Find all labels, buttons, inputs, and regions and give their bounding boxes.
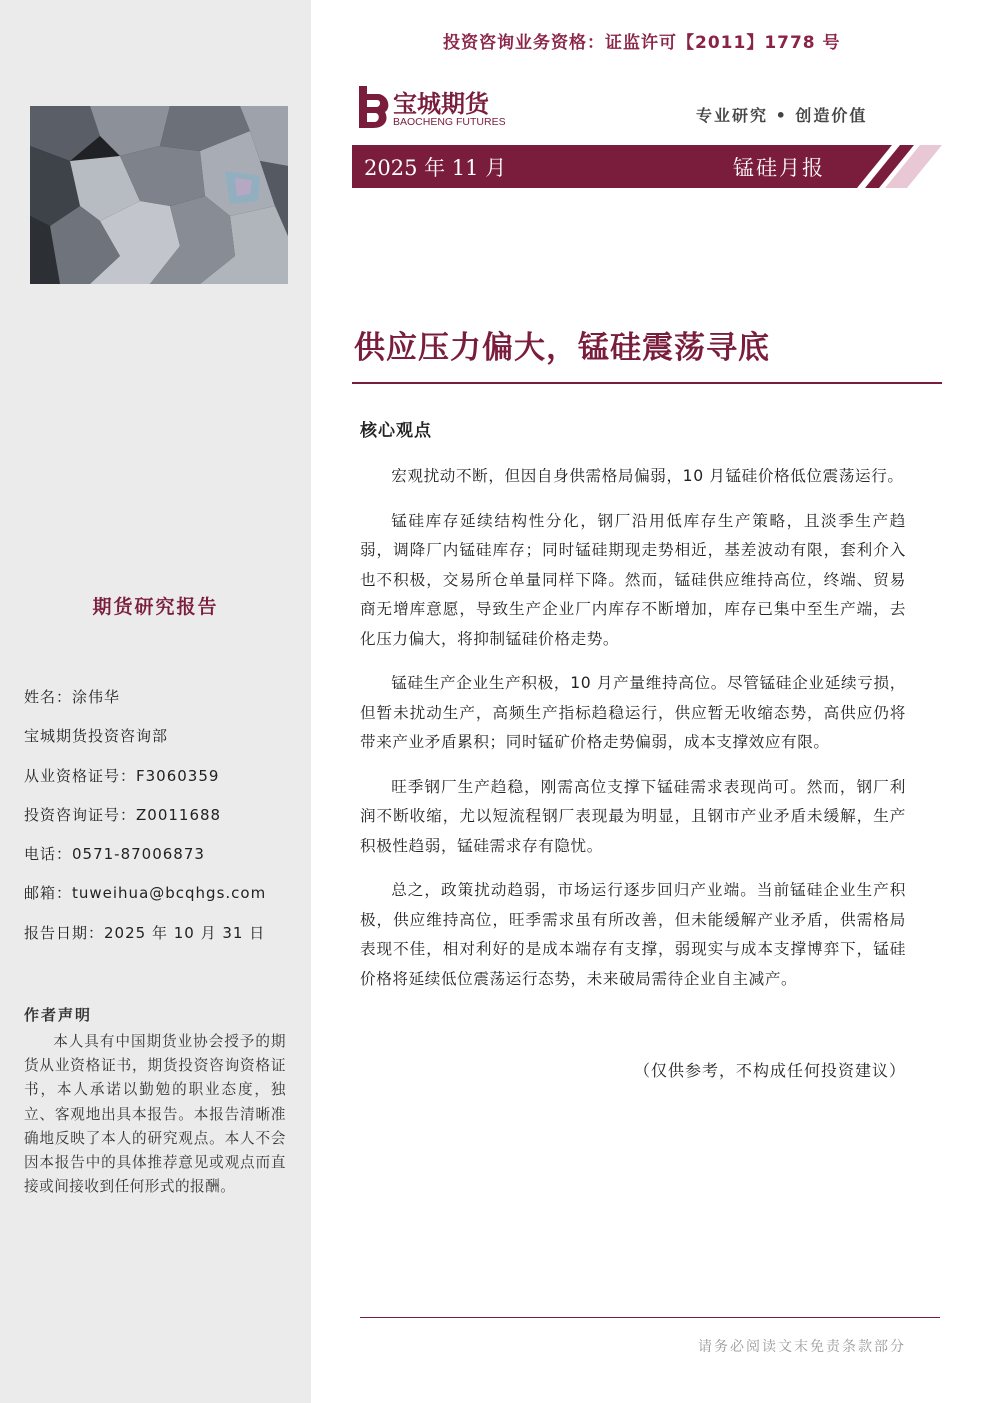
ore-illustration (30, 106, 288, 284)
author-phone: 电话：0571-87006873 (24, 845, 205, 864)
declaration-text: 本人具有中国期货业协会授予的期货从业资格证书，期货投资咨询资格证书，本人承诺以勤勉的职业态度，独立、客观地出具本报告。本报告清晰准确地反映了本人的研究观点。本人不会因本报告中的具体推荐意见或观点而直接或间接收到任何形式的报酬。 (24, 1033, 286, 1196)
cover-image-ore (30, 106, 288, 284)
footer-note: 请务必阅读文末免责条款部分 (698, 1339, 906, 1355)
paragraph: 宏观扰动不断，但因自身供需格局偏弱，10 月锰硅价格低位震荡运行。 (391, 467, 904, 485)
footer-divider (360, 1317, 940, 1318)
report-date: 报告日期：2025 年 10 月 31 日 (24, 923, 266, 942)
headline-divider (352, 382, 942, 384)
declaration-title: 作者声明 (24, 1006, 93, 1024)
author-department: 宝城期货投资咨询部 (24, 727, 169, 746)
report-headline: 供应压力偏大，锰硅震荡寻底 (354, 330, 770, 366)
author-name: 姓名：涂伟华 (24, 688, 121, 706)
paragraph: 锰硅库存延续结构性分化，钢厂沿用低库存生产策略，且淡季生产趋弱，调降厂内锰硅库存；同时锰硅期现走势相近，基差波动有限，套利介入也不积极，交易所仓单量同样下降。然而，锰硅供应维持高位，终端、贸易商无增库意愿，导致生产企业厂内库存不断增加，库存已集中至生产端，去化压力偏大，将抑制锰硅价格走势。 (360, 511, 906, 648)
author-qualification-no: 从业资格证号：F3060359 (24, 766, 220, 785)
license-statement: 投资咨询业务资格：证监许可【2011】1778 号 (443, 33, 841, 53)
paragraph: 旺季钢厂生产趋稳，刚需高位支撑下锰硅需求表现尚可。然而，钢厂利润不断收缩，尤以短流程钢厂表现最为明显，且钢市产业矛盾未缓解，生产积极性趋弱，锰硅需求存有隐忧。 (360, 777, 906, 855)
author-email: 邮箱：tuweihua@bcqhgs.com (24, 884, 267, 903)
banner-date: 2025 年 11 月 (364, 156, 507, 180)
company-logo (355, 84, 525, 132)
report-category-label: 期货研究报告 (92, 596, 219, 618)
paragraph: 总之，政策扰动趋弱，市场运行逐步回归产业端。当前锰硅企业生产积极，供应维持高位，旺季需求虽有所改善，但未能缓解产业矛盾，供需格局表现不佳，相对利好的是成本端存有支撑，弱现实与成本支撑博弈下，锰硅价格将延续低位震荡运行态势，未来破局需待企业自主减产。 (360, 881, 906, 988)
paragraph: 锰硅生产企业生产积极，10 月产量维持高位。尽管锰硅企业延续亏损，但暂未扰动生产，高频生产指标趋稳运行，供应暂无收缩态势，高供应仍将带来产业矛盾累积；同时锰矿价格走势偏弱，成本支撑效应有限。 (360, 674, 906, 751)
investment-disclaimer: （仅供参考，不构成任何投资建议） (633, 1061, 906, 1080)
banner-report-type: 锰硅月报 (733, 156, 825, 180)
logo-text-cn: 宝城期货 (393, 89, 489, 118)
author-consulting-no: 投资咨询证号：Z0011688 (24, 805, 222, 824)
logo-text-en: BAOCHENG FUTURES (393, 116, 506, 128)
report-body (360, 462, 906, 1009)
author-info (24, 686, 266, 961)
slogan: 专业研究 • 创造价值 (696, 106, 868, 125)
core-views-heading: 核心观点 (360, 421, 432, 441)
